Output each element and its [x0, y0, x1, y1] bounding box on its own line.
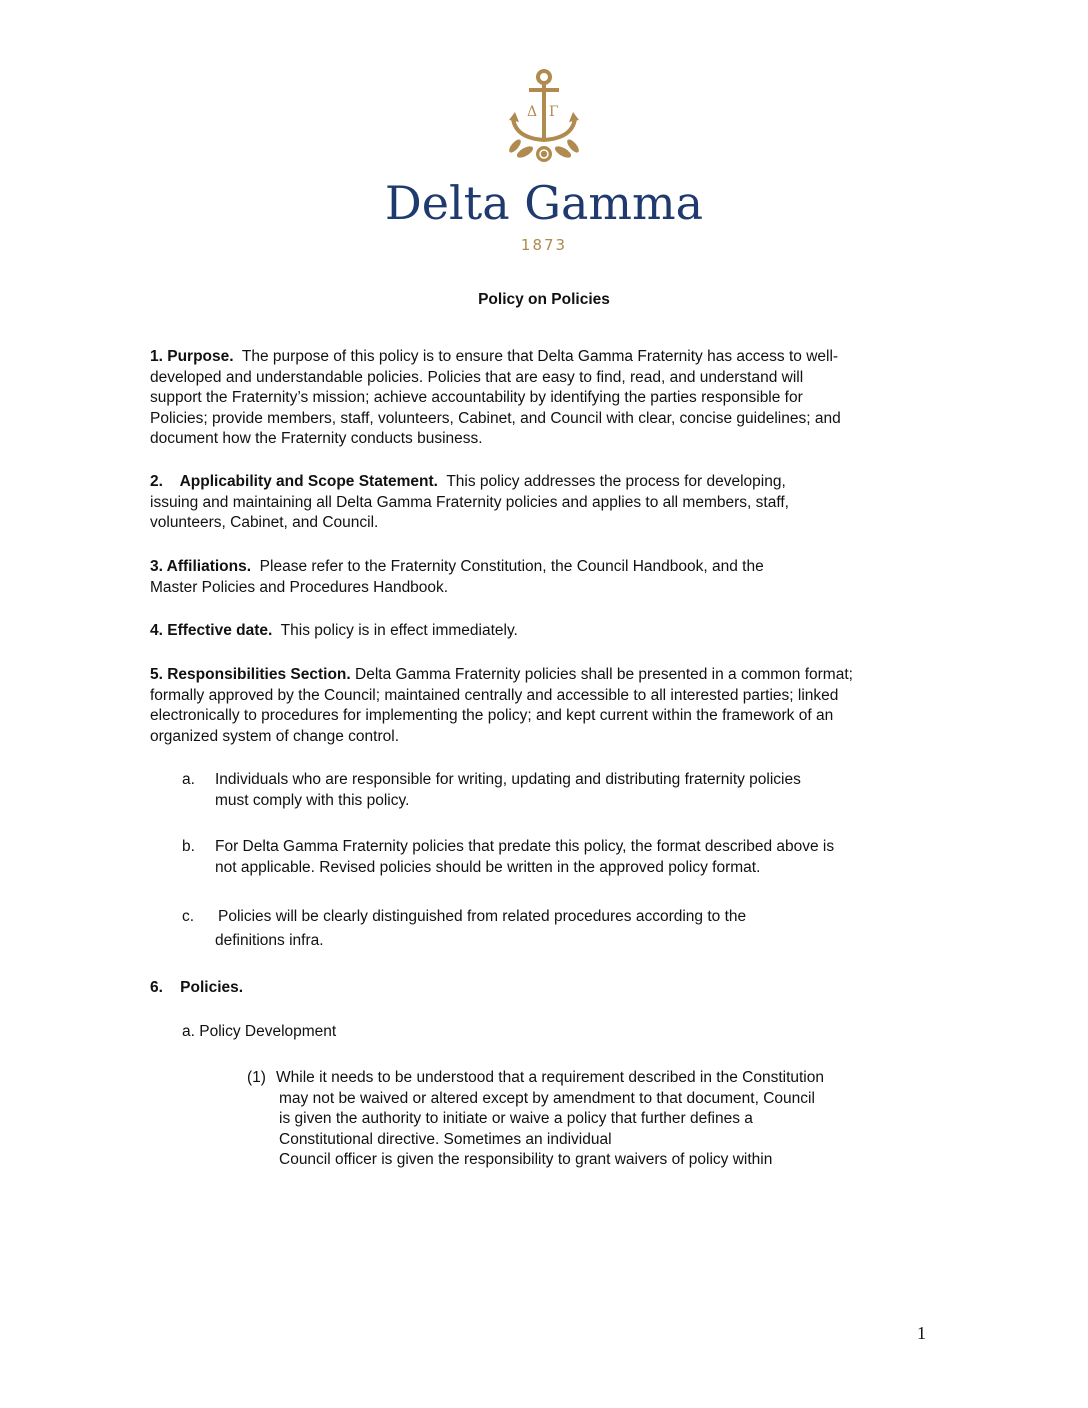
- list-marker: c.: [182, 908, 195, 925]
- section-affiliations: [150, 557, 980, 598]
- text-line: volunteers, Cabinet, and Council.: [150, 514, 379, 532]
- text-line: This policy addresses the process for developing,: [446, 473, 786, 490]
- anchor-icon: [499, 66, 589, 170]
- text-line: Delta Gamma Fraternity policies shall be presented in a common format;: [355, 666, 853, 683]
- section-heading: 3. Affiliations.: [150, 558, 252, 575]
- text-line: Policies; provide members, staff, volunteers, Cabinet, and Council with clear, concise guidelines; and: [150, 409, 841, 427]
- text-line: document how the Fraternity conducts business.: [150, 430, 483, 448]
- section-heading: 6. Policies.: [150, 979, 244, 996]
- text-line: organized system of change control.: [150, 727, 399, 745]
- section-purpose: [150, 347, 980, 450]
- text-line: not applicable. Revised policies should be written in the approved policy format.: [215, 858, 761, 876]
- section-policies: [150, 978, 980, 999]
- text-line: Policies will be clearly distinguished from related procedures according to the: [218, 908, 747, 925]
- list-marker: b.: [182, 838, 195, 855]
- text-line: Constitutional directive. Sometimes an individual: [279, 1130, 612, 1148]
- section-heading: 4. Effective date.: [150, 622, 273, 639]
- text-line: While it needs to be understood that a requirement described in the Constitution: [276, 1069, 824, 1086]
- subsection-heading: a. Policy Development: [182, 1023, 337, 1040]
- delta-gamma-logo: [0, 66, 1088, 254]
- gamma-letter: Γ: [549, 104, 559, 120]
- brand-name: Delta Gamma: [384, 176, 704, 230]
- text-line: For Delta Gamma Fraternity policies that predate this policy, the format described above is: [215, 838, 835, 855]
- section-effective-date: [150, 621, 980, 642]
- text-line: must comply with this policy.: [215, 791, 410, 809]
- text-line: may not be waived or altered except by amendment to that document, Council: [279, 1089, 815, 1107]
- section-heading: 1. Purpose.: [150, 348, 234, 365]
- section-heading: 5. Responsibilities Section.: [150, 666, 351, 683]
- text-line: Please refer to the Fraternity Constitution, the Council Handbook, and the: [259, 558, 764, 575]
- section-applicability: [150, 472, 980, 534]
- section-responsibilities: [150, 665, 980, 747]
- delta-letter: Δ: [527, 104, 538, 120]
- text-line: This policy is in effect immediately.: [280, 622, 518, 639]
- text-line: developed and understandable policies. Policies that are easy to find, read, and understand will: [150, 368, 804, 386]
- text-line: is given the authority to initiate or waive a policy that further defines a: [279, 1110, 753, 1128]
- section-heading: 2. Applicability and Scope Statement.: [150, 473, 438, 490]
- page-number: 1: [917, 1323, 926, 1343]
- text-line: formally approved by the Council; maintained centrally and accessible to all interested parties; linked: [150, 686, 839, 704]
- founding-year: 1873: [520, 236, 568, 254]
- text-line: Individuals who are responsible for writing, updating and distributing fraternity policies: [215, 771, 801, 788]
- document-title: Policy on Policies: [478, 291, 610, 308]
- text-line: Council officer is given the responsibility to grant waivers of policy within: [279, 1151, 773, 1169]
- text-line: electronically to procedures for implementing the policy; and kept current within the framework of an: [150, 707, 834, 725]
- list-marker: a.: [182, 771, 195, 788]
- text-line: Master Policies and Procedures Handbook.: [150, 578, 449, 596]
- text-line: The purpose of this policy is to ensure that Delta Gamma Fraternity has access to well-: [241, 348, 839, 365]
- text-line: support the Fraternity’s mission; achieve accountability by identifying the parties responsible for: [150, 389, 803, 407]
- text-line: issuing and maintaining all Delta Gamma Fraternity policies and applies to all members, staff,: [150, 493, 789, 511]
- list-marker: (1): [247, 1069, 266, 1086]
- text-line: definitions infra.: [215, 931, 324, 949]
